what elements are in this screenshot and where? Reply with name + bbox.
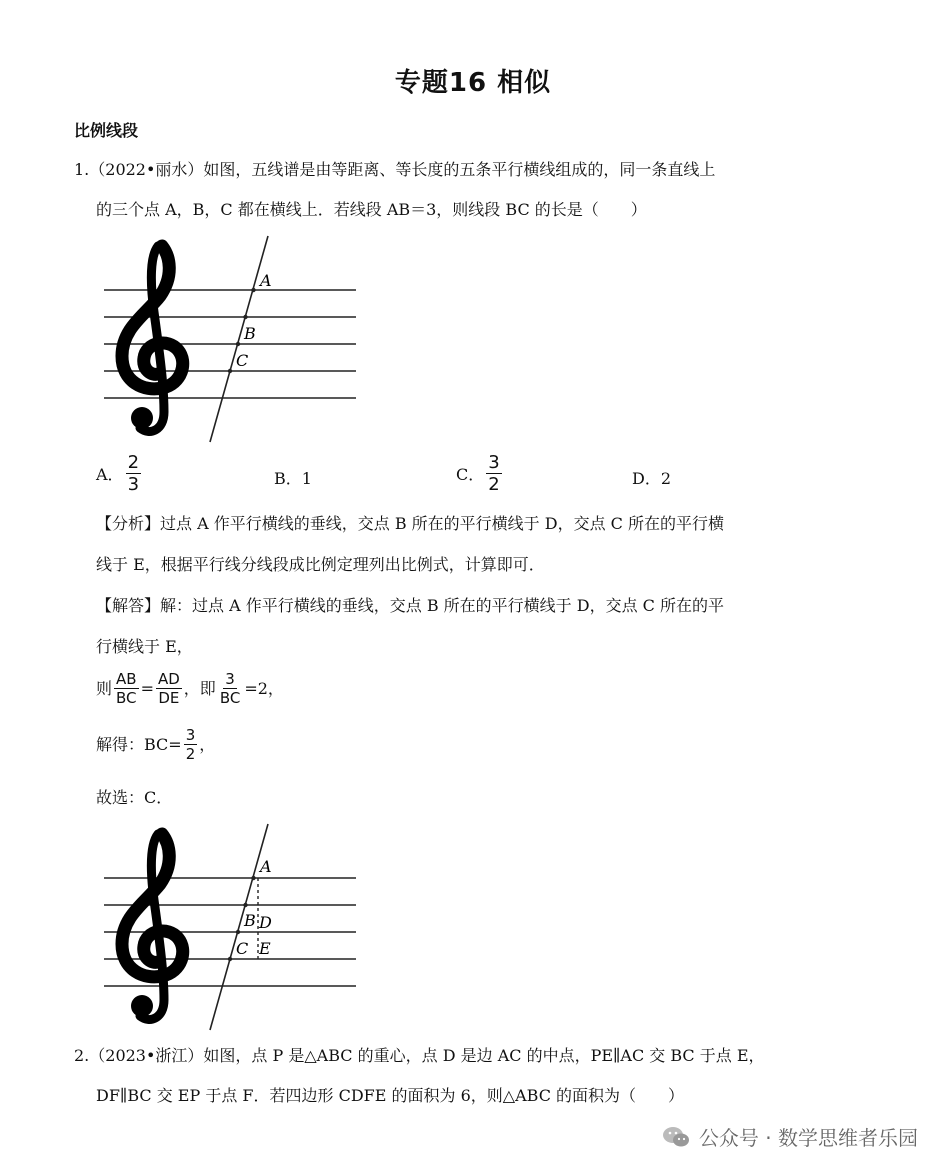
label-b: B <box>244 324 256 343</box>
question-2-line-1: 2.（2023•浙江）如图，点 P 是△ABC 的重心，点 D 是边 AC 的中点，PE∥AC 交 BC 于点 E， <box>74 1046 765 1065</box>
watermark <box>661 1122 918 1151</box>
option-a-fraction: $\frac{2}{3}$ <box>127 452 140 495</box>
analysis-line-1: 【分析】过点 A 作平行横线的垂线，交点 B 所在的平行横线于 D，交点 C 所在的平行横 <box>96 514 724 533</box>
section-heading: 比例线段 <box>74 121 139 140</box>
option-c-fraction: $\frac{3}{2}$ <box>488 452 500 495</box>
wechat-icon <box>661 1125 691 1149</box>
label-a: A <box>260 857 272 876</box>
page-title: 专题16 相似 <box>394 68 552 98</box>
solution-line-2: 行横线于 E， <box>96 637 193 656</box>
solution-solve-line: 解得：BC= $\frac{3}{2}$ ， <box>96 726 216 763</box>
question-1-line-2: 的三个点 A，B，C 都在横线上．若线段 AB＝3，则线段 BC 的长是（ ） <box>96 200 647 219</box>
option-a[interactable]: A． $\frac{2}{3}$ <box>96 452 140 495</box>
label-a: A <box>260 271 272 290</box>
treble-clef-icon <box>122 246 183 431</box>
label-d: D <box>259 913 272 932</box>
option-b[interactable]: B．1 <box>274 469 312 488</box>
solution-line-1: 【解答】解：过点 A 作平行横线的垂线，交点 B 所在的平行横线于 D，交点 C 所在的平 <box>96 596 724 615</box>
label-c: C <box>236 939 249 958</box>
staff-figure-1 <box>96 232 366 446</box>
fraction-3-bc: $\frac{3}{BC}$ <box>219 670 241 707</box>
staff-figure-2 <box>96 820 366 1034</box>
option-c[interactable]: C． $\frac{3}{2}$ <box>456 452 500 495</box>
watermark-text: 公众号 · 数学思维者乐园 <box>698 1126 918 1150</box>
option-d[interactable]: D．2 <box>632 469 672 488</box>
label-e: E <box>259 939 271 958</box>
label-b: B <box>244 911 256 930</box>
label-c: C <box>236 351 249 370</box>
analysis-line-2: 线于 E，根据平行线分线段成比例定理列出比例式，计算即可． <box>96 555 545 574</box>
fraction-ad-de: $\frac{AD}{DE}$ <box>157 670 180 707</box>
answer-line: 故选：C． <box>96 788 173 807</box>
question-1-line-1: 1.（2022•丽水）如图，五线谱是由等距离、等长度的五条平行横线组成的，同一条直线上 <box>74 160 716 179</box>
question-2-line-2: DF∥BC 交 EP 于点 F．若四边形 CDFE 的面积为 6，则△ABC 的面积为（ ） <box>96 1086 685 1105</box>
fraction-3-2: $\frac{3}{2}$ <box>185 726 196 763</box>
treble-clef-icon <box>122 834 183 1019</box>
fraction-ab-bc: $\frac{AB}{BC}$ <box>116 670 137 707</box>
solution-ratio-line: 则 $\frac{AB}{BC}$ = $\frac{AD}{DE}$ ，即 $\frac{3}{BC}$ =2， <box>96 670 284 707</box>
